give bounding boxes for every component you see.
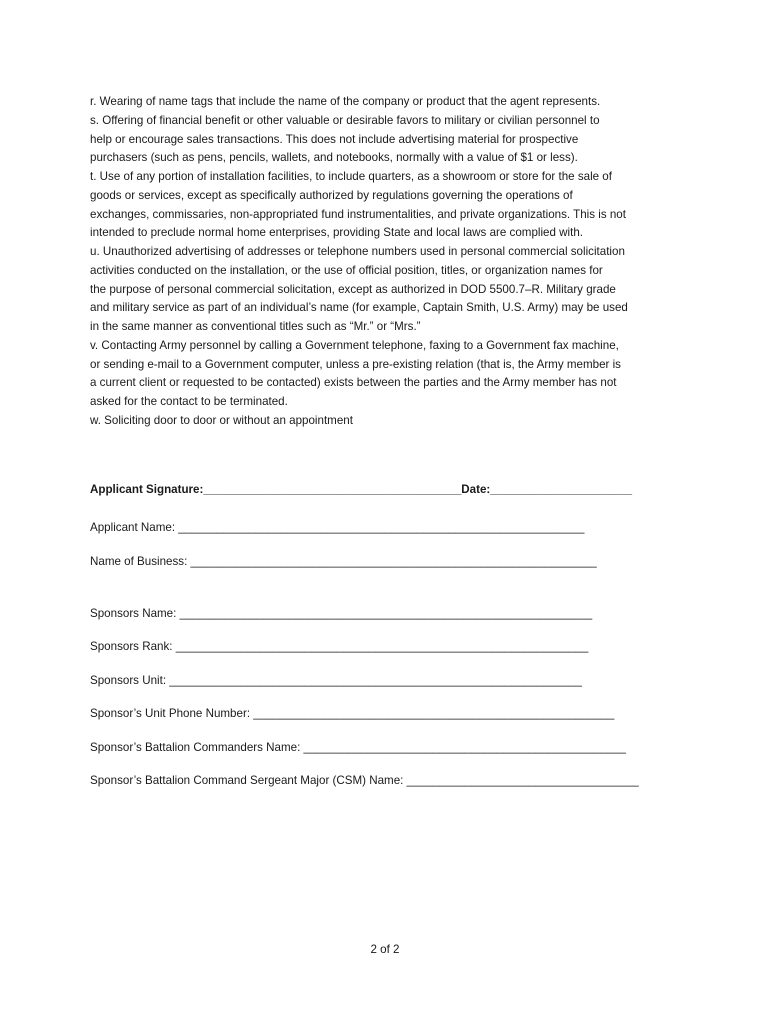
line-s-3: purchasers (such as pens, pencils, wallets, and notebooks, normally with a value of $1 or less). <box>90 151 578 165</box>
line-u-5: in the same manner as conventional titles such as “Mr.” or “Mrs.” <box>90 320 421 333</box>
sponsor-rank-field[interactable]: Sponsors Rank: ________________________________________________________________ <box>90 640 589 653</box>
csm-name-field[interactable]: Sponsor’s Battalion Command Sergeant Major (CSM) Name: ____________________________________ <box>90 774 639 787</box>
line-w: w. Soliciting door to door or without an appointment <box>90 413 353 427</box>
line-u-2: activities conducted on the installation, or the use of official position, titles, or organization names for <box>90 263 603 277</box>
line-v-2: or sending e-mail to a Government computer, unless a pre-existing relation (that is, the Army member is <box>90 357 621 371</box>
sponsor-unit-phone-field[interactable]: Sponsor’s Unit Phone Number: ________________________________________________________ <box>90 707 615 720</box>
sponsor-unit-field[interactable]: Sponsors Unit: ________________________________________________________________ <box>90 674 582 687</box>
business-name-field[interactable]: Name of Business: _______________________________________________________________ <box>90 555 597 568</box>
regulation-text <box>90 93 690 431</box>
line-u-4: and military service as part of an individual’s name (for example, Captain Smith, U.S. Army) may be used <box>90 301 628 315</box>
line-t-2: goods or services, except as specifically authorized by regulations governing the operations of <box>90 188 573 202</box>
line-v-3: a current client or requested to be contacted) exists between the parties and the Army member has not <box>90 376 617 390</box>
line-r: r. Wearing of name tags that include the name of the company or product that the agent represents. <box>90 95 601 108</box>
page-number: 2 of 2 <box>370 943 400 956</box>
line-v-4: asked for the contact to be terminated. <box>90 395 288 408</box>
line-t-3: exchanges, commissaries, non-appropriated fund instrumentalities, and private organizations. This is not <box>90 207 626 221</box>
line-s-2: help or encourage sales transactions. This does not include advertising material for prospective <box>90 132 579 146</box>
line-s-1: s. Offering of financial benefit or other valuable or desirable favors to military or civilian personnel to <box>90 113 600 127</box>
sponsor-name-field[interactable]: Sponsors Name: ________________________________________________________________ <box>90 607 593 620</box>
line-u-1: u. Unauthorized advertising of addresses or telephone numbers used in personal commercial solicitation <box>90 245 625 258</box>
line-u-3: the purpose of personal commercial solicitation, except as authorized in DOD 5500.7–R. Military grade <box>90 282 616 296</box>
applicant-name-field[interactable]: Applicant Name: _______________________________________________________________ <box>90 521 585 534</box>
line-v-1: v. Contacting Army personnel by calling a Government telephone, faxing to a Government fax machine, <box>90 338 619 352</box>
applicant-signature-field[interactable]: Applicant Signature:________________________________________Date:______________________ <box>90 483 633 496</box>
battalion-commander-field[interactable]: Sponsor’s Battalion Commanders Name: __________________________________________________ <box>90 741 626 754</box>
line-t-4: intended to preclude normal home enterprises, providing State and local laws are complied with. <box>90 226 584 240</box>
line-t-1: t. Use of any portion of installation facilities, to include quarters, as a showroom or store for the sale of <box>90 170 612 183</box>
